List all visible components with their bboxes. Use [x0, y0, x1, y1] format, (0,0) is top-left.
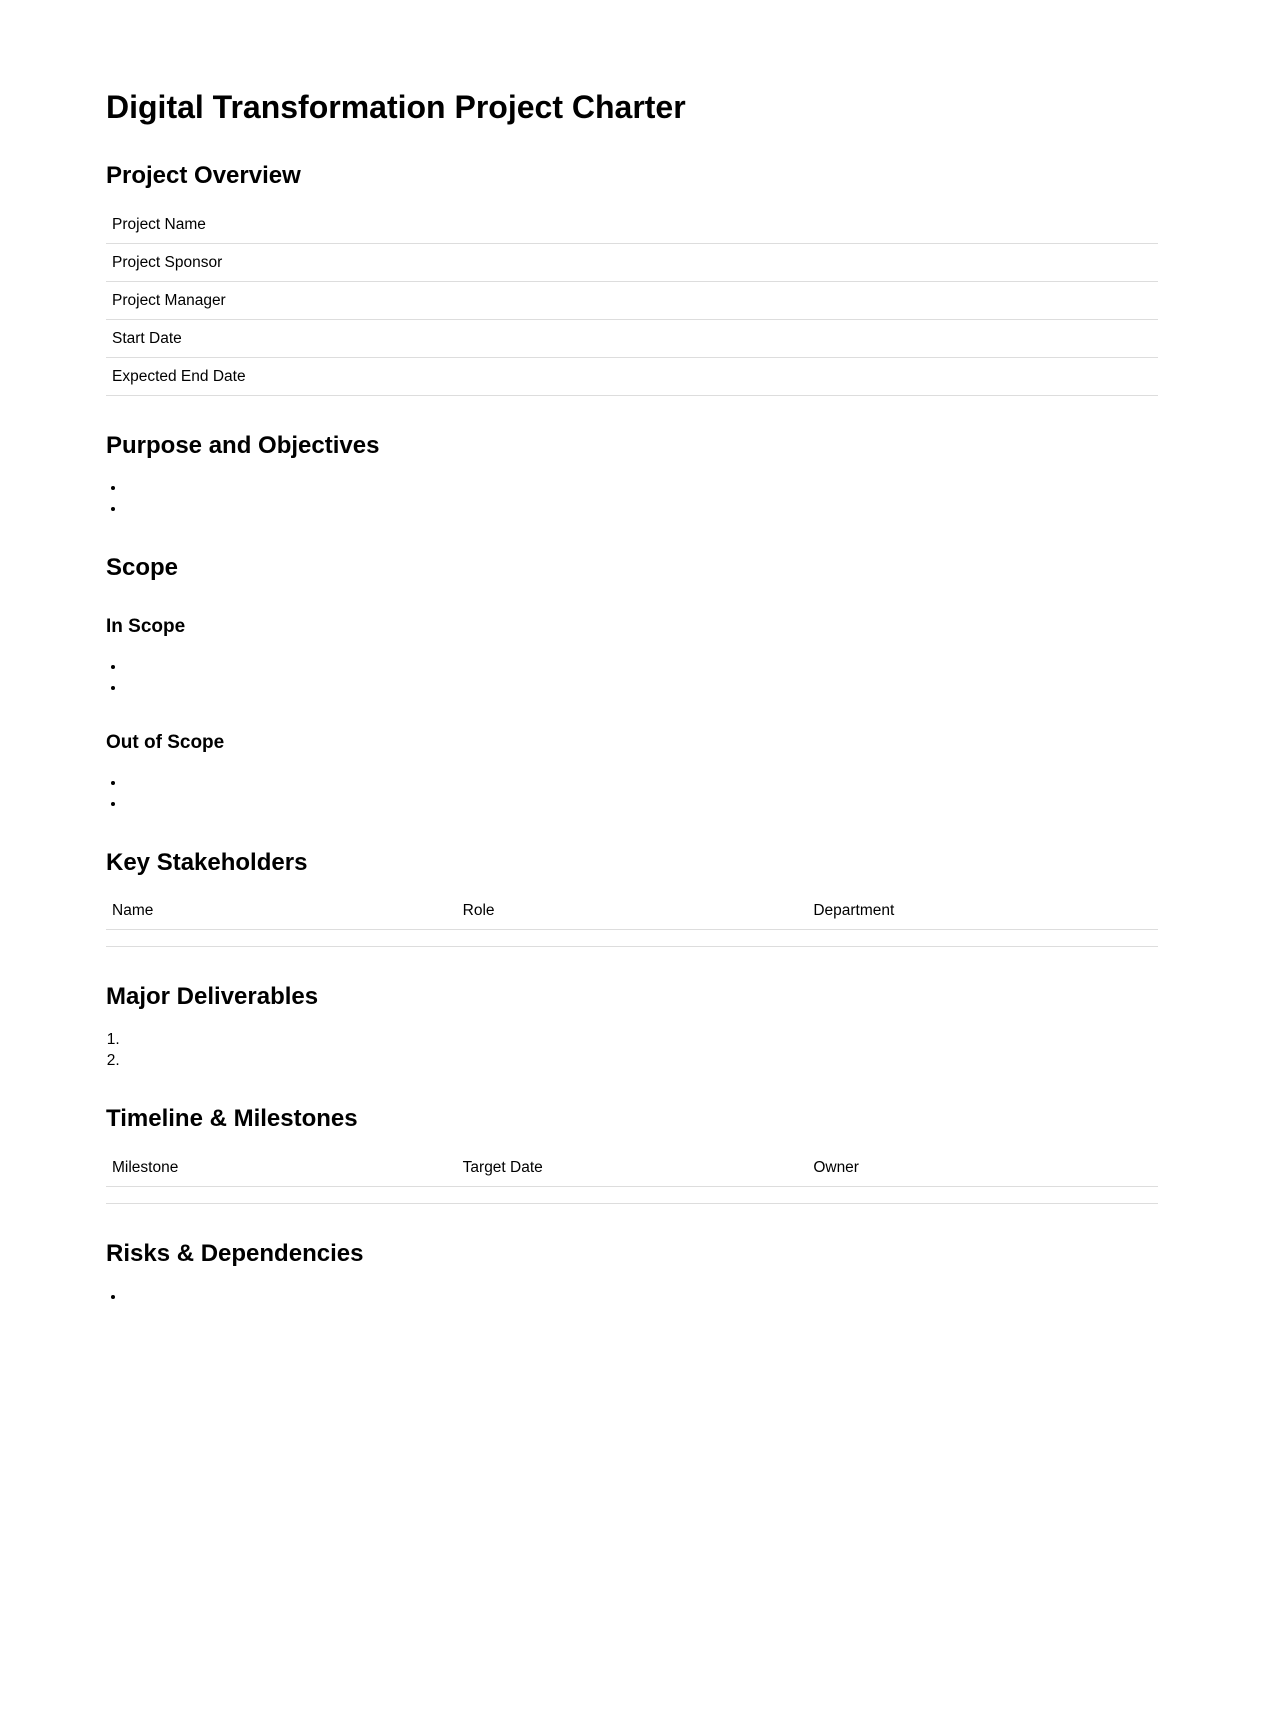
overview-label-expected-end-date: Expected End Date [106, 358, 1158, 396]
section-heading-key-stakeholders: Key Stakeholders [106, 849, 308, 876]
risks-list [106, 1286, 126, 1307]
column-header-name: Name [106, 892, 457, 930]
subheading-in-scope: In Scope [106, 616, 186, 637]
out-of-scope-list [106, 772, 126, 814]
owner-cell [807, 1187, 1158, 1204]
table-row [106, 206, 1158, 244]
table-row [106, 244, 1158, 282]
project-overview-table [106, 206, 1158, 396]
column-header-department: Department [807, 892, 1158, 930]
section-heading-timeline: Timeline & Milestones [106, 1105, 358, 1132]
table-row [106, 358, 1158, 396]
table-header-row [106, 892, 1158, 930]
section-heading-purpose: Purpose and Objectives [106, 432, 380, 459]
column-header-owner: Owner [807, 1149, 1158, 1187]
in-scope-list [106, 656, 126, 698]
table-row [106, 1187, 1158, 1204]
section-heading-scope: Scope [106, 554, 179, 581]
table-row [106, 930, 1158, 947]
stakeholder-department-cell [807, 930, 1158, 947]
section-heading-risks: Risks & Dependencies [106, 1240, 364, 1267]
overview-label-start-date: Start Date [106, 320, 1158, 358]
stakeholder-role-cell [457, 930, 808, 947]
deliverables-list [106, 1029, 124, 1071]
table-header-row [106, 1149, 1158, 1187]
overview-label-project-name: Project Name [106, 206, 1158, 244]
overview-label-project-manager: Project Manager [106, 282, 1158, 320]
table-row [106, 282, 1158, 320]
purpose-list [106, 477, 126, 519]
column-header-role: Role [457, 892, 808, 930]
target-date-cell [457, 1187, 808, 1204]
section-heading-project-overview: Project Overview [106, 162, 301, 189]
column-header-target-date: Target Date [457, 1149, 808, 1187]
overview-label-project-sponsor: Project Sponsor [106, 244, 1158, 282]
timeline-table [106, 1149, 1158, 1204]
stakeholder-name-cell [106, 930, 457, 947]
section-heading-major-deliverables: Major Deliverables [106, 983, 319, 1010]
milestone-cell [106, 1187, 457, 1204]
subheading-out-of-scope: Out of Scope [106, 732, 225, 753]
column-header-milestone: Milestone [106, 1149, 457, 1187]
stakeholders-table [106, 892, 1158, 947]
table-row [106, 320, 1158, 358]
page-title: Digital Transformation Project Charter [106, 89, 686, 125]
